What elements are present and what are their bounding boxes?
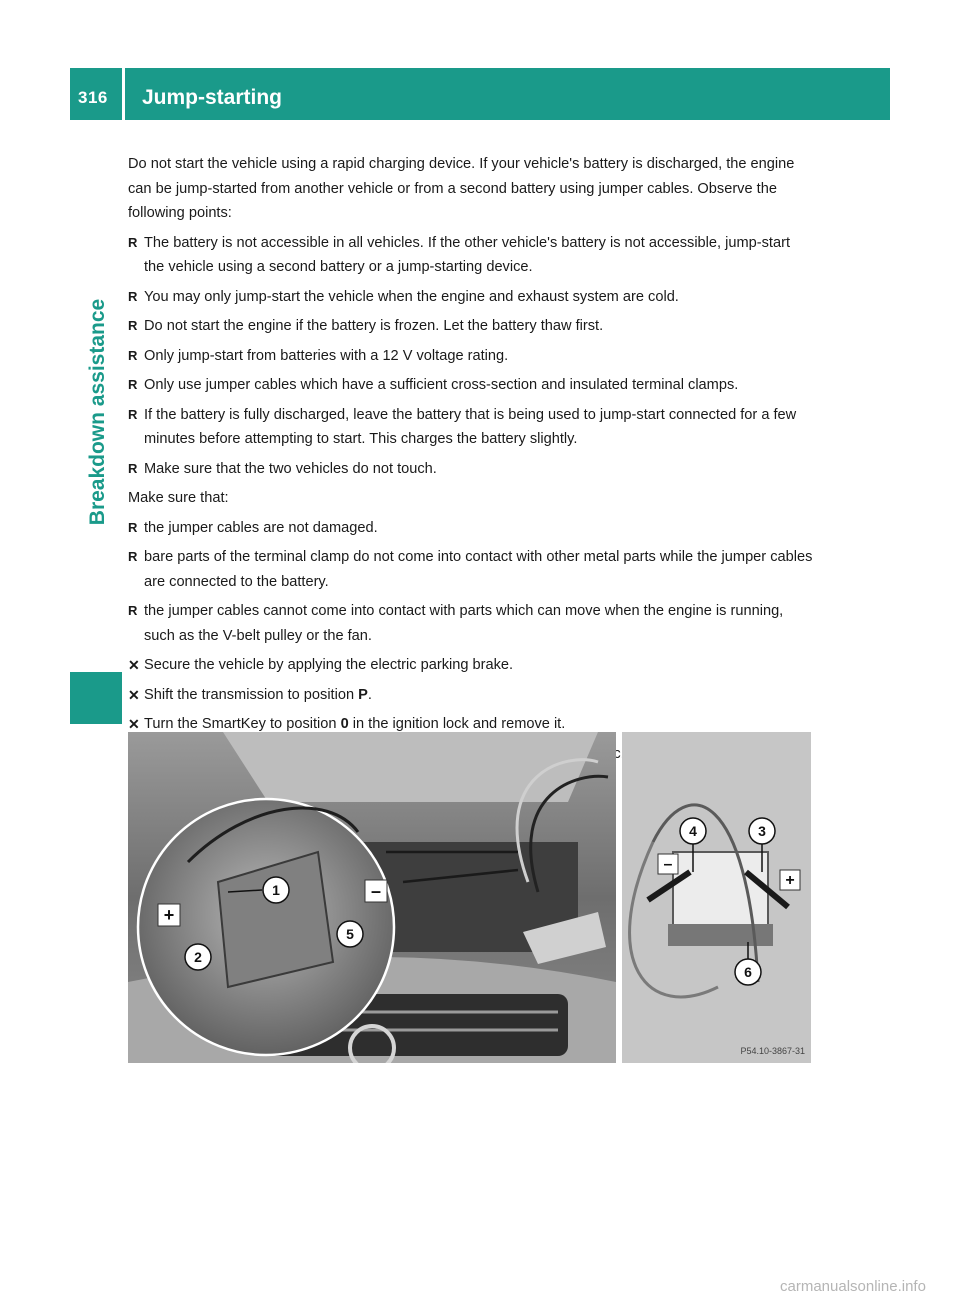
page-header: [70, 68, 890, 120]
callout-5: [337, 921, 363, 947]
bullet-marker: R: [128, 519, 138, 535]
inset-minus-symbol: [658, 854, 678, 874]
side-tab-label: Breakdown assistance: [86, 298, 109, 526]
list-item: R Make sure that the two vehicles do not touch.: [128, 457, 814, 482]
bullet-marker: R: [128, 377, 138, 392]
svg-text:+: +: [785, 872, 795, 889]
open-hood: [223, 732, 598, 802]
svg-text:–: –: [370, 881, 382, 901]
list-item: R Only jump-start from batteries with a 12 V voltage rating.: [128, 344, 814, 369]
side-tab-marker: [70, 672, 122, 724]
step-arrow-icon: ✕: [128, 716, 140, 732]
step-arrow-icon: ✕: [128, 686, 140, 703]
plus-terminal-symbol: [158, 904, 180, 926]
bullet-marker: R: [128, 318, 138, 333]
step-arrow-icon: ✕: [128, 657, 140, 673]
figure-illustration: [128, 732, 811, 1063]
svg-text:+: +: [163, 905, 175, 925]
list-item: R You may only jump-start the vehicle when the engine and exhaust system are cold.: [128, 285, 814, 310]
bullet-marker: R: [128, 288, 138, 304]
inset-plus-symbol: [780, 870, 800, 890]
bullet-marker: R: [128, 460, 138, 476]
intro-paragraph: Do not start the vehicle using a rapid charging device. If your vehicle's battery is discharged, the engine can be jump-started from another vehicle or from a second battery using jumper cables. Observe the following points:: [128, 156, 795, 221]
instruction-step: ✕ Shift the transmission to position P.: [128, 683, 814, 708]
instruction-step: ✕ Secure the vehicle by applying the electric parking brake.: [128, 653, 814, 678]
svg-text:5: 5: [346, 926, 354, 942]
list-item: R the jumper cables cannot come into contact with parts which can move when the engine is running, such as the V-belt pulley or the fan.: [128, 599, 814, 648]
bullet-marker: R: [128, 234, 138, 250]
list-item: R Do not start the engine if the battery is frozen. Let the battery thaw first.: [128, 314, 814, 339]
list-item: R The battery is not accessible in all vehicles. If the other vehicle's battery is not accessible, jump-start the vehicle using a second battery or a jump-starting device.: [128, 231, 814, 280]
list-item: R Only use jumper cables which have a sufficient cross-section and insulated terminal clamps.: [128, 373, 814, 398]
list-item: R bare parts of the terminal clamp do not come into contact with other metal parts while the jumper cables are connected to the battery.: [128, 545, 814, 594]
svg-text:1: 1: [272, 882, 280, 898]
watermark: carmanualsonline.info: [780, 1278, 926, 1295]
page-number: 316: [78, 88, 108, 107]
bullet-marker: R: [128, 406, 138, 422]
bullet-marker: R: [128, 603, 138, 618]
svg-text:2: 2: [194, 949, 202, 965]
svg-text:4: 4: [689, 823, 697, 839]
page-content: [128, 152, 814, 801]
bullet-marker: R: [128, 549, 138, 564]
minus-terminal-symbol: [365, 880, 387, 902]
section-title: Jump-starting: [142, 86, 283, 109]
list-item: R If the battery is fully discharged, leave the battery that is being used to jump-start connected for a few minutes before attempting to start. This charges the battery slightly.: [128, 403, 814, 452]
callout-2: [185, 944, 211, 970]
battery-base: [668, 924, 773, 946]
bullet-marker: R: [128, 347, 138, 363]
jump-start-figure: [128, 732, 811, 1063]
header-divider: [122, 68, 125, 120]
make-sure-heading: Make sure that:: [128, 490, 229, 506]
svg-text:6: 6: [744, 964, 752, 980]
list-item: R the jumper cables are not damaged.: [128, 516, 814, 541]
svg-text:–: –: [663, 856, 673, 873]
instruction-step: ✕ Turn the SmartKey to position 0 in the ignition lock and remove it.: [128, 712, 814, 737]
svg-text:3: 3: [758, 823, 766, 839]
figure-image-code: P54.10-3867-31: [740, 1046, 805, 1056]
